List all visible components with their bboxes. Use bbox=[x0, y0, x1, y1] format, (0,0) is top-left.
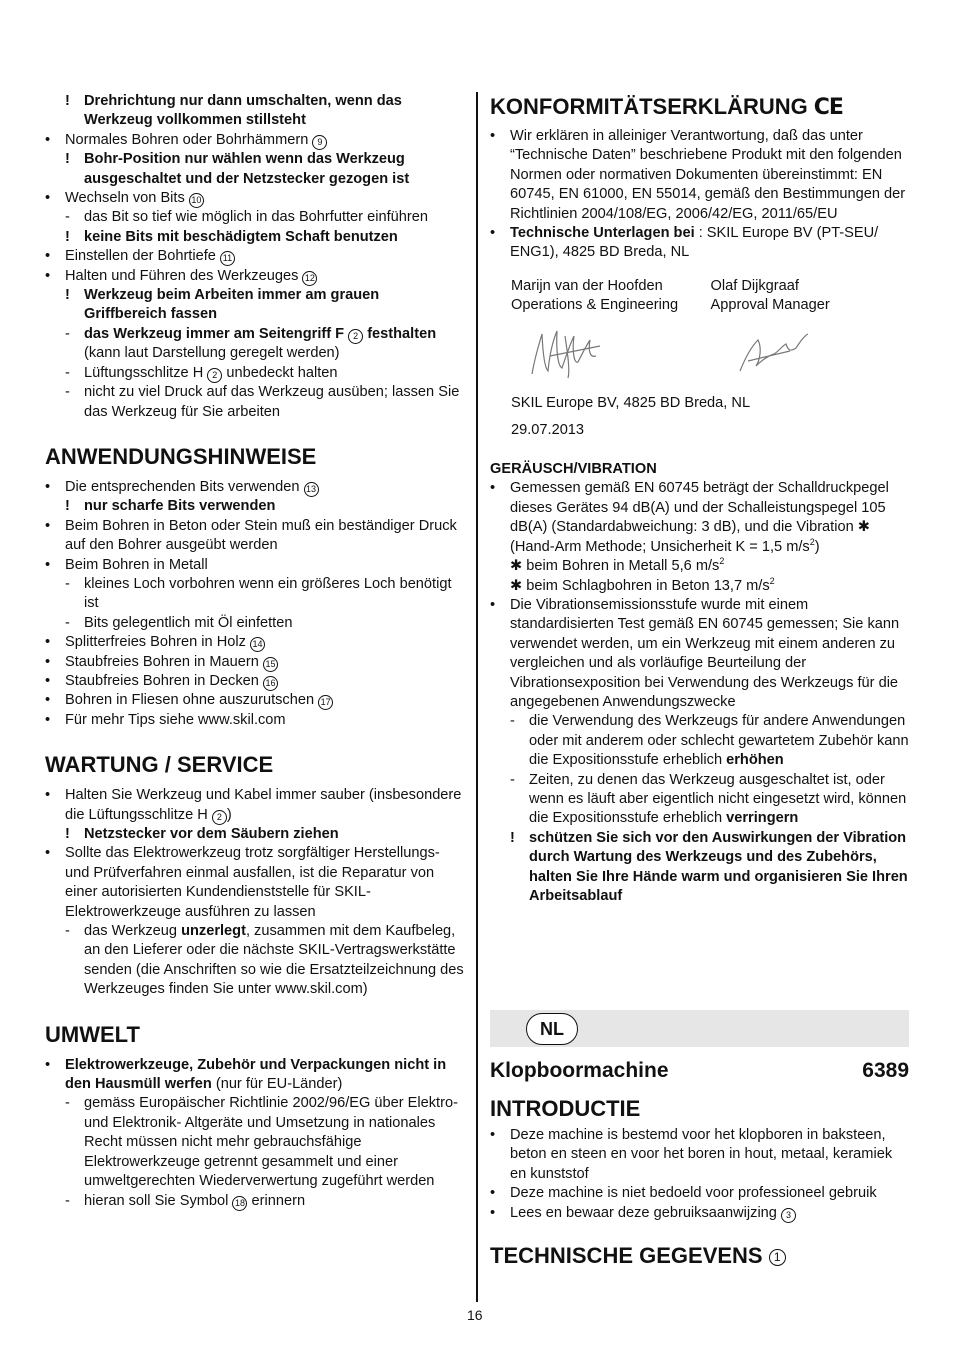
item-text: das Werkzeug bbox=[84, 923, 178, 940]
list-item bbox=[45, 131, 465, 150]
item-text: kleines Loch vorbohren wenn ein größeres Loch benötigt ist bbox=[84, 575, 452, 612]
warning-marker: ! bbox=[65, 151, 70, 168]
signature-date: 29.07.2013 bbox=[511, 422, 585, 439]
superscript: 2 bbox=[769, 575, 775, 586]
list-item bbox=[45, 92, 465, 131]
figure-ref-icon: 12 bbox=[302, 271, 317, 286]
figure-ref-icon: 2 bbox=[212, 810, 227, 825]
figure-ref-icon: 11 bbox=[220, 251, 235, 266]
tech-title-text: TECHNISCHE GEGEVENS bbox=[490, 1243, 763, 1269]
list-item bbox=[45, 556, 465, 575]
figure-ref-icon: 14 bbox=[250, 637, 265, 652]
column-divider bbox=[476, 92, 478, 1302]
figure-ref-icon: 15 bbox=[263, 657, 278, 672]
item-text: Normales Bohren oder Bohrhämmern bbox=[65, 131, 309, 148]
item-text: ) bbox=[226, 806, 232, 823]
noise-sub-1-text: die Verwendung des Werkzeugs für andere Anwendungen oder mit anderem oder schlecht gewartetem Zubehör kann die Expositionsstufe erheblich bbox=[529, 713, 909, 769]
list-item bbox=[45, 325, 465, 364]
noise-sub-1-bold: erhöhen bbox=[726, 752, 784, 769]
noise-item-1-end: ) bbox=[814, 538, 820, 555]
bullet-marker: • bbox=[45, 787, 51, 804]
item-text: erinnern bbox=[251, 1192, 306, 1209]
warning-marker: ! bbox=[510, 829, 515, 846]
noise-vib-beton: ✱ beim Schlagbohren in Beton 13,7 m/s bbox=[510, 577, 770, 594]
dash-marker: - bbox=[65, 1095, 70, 1112]
item-text: Deze machine is bestemd voor het klopboren in baksteen, beton en steen en voor het boren in hout, metaal, keramiek en kunststof bbox=[510, 1127, 893, 1182]
item-text: Bits gelegentlich mit Öl einfetten bbox=[84, 614, 293, 631]
intro-list bbox=[490, 1126, 909, 1223]
noise-sub-1 bbox=[490, 712, 910, 770]
dash-marker: - bbox=[65, 575, 70, 592]
noise-item-2-text: Die Vibrationsemissionsstufe wurde mit einem standardisierten Test gemäß EN 60745 gemessen; Sie kann verwendet werden, um ein Werkzeug mit einem anderen zu vergleichen und als vorläufige Beurteilung der Vibrationsexposition bei Verwendung des Werkzeugs für die angegebenen Anwendungszwecke bbox=[510, 596, 900, 710]
noise-item-1-text: Gemessen gemäß EN 60745 beträgt der Schalldruckpegel dieses Gerätes 94 dB(A) und der Schalleistungspegel 105 dB(A) (Standardabweichung: 3 dB), und die Vibration ✱ (Hand-Arm Methode; Unsicherheit K = 1,5 m/s bbox=[510, 480, 889, 555]
item-text: Splitterfreies Bohren in Holz bbox=[65, 634, 246, 651]
list-item bbox=[45, 825, 465, 844]
noise-item-1 bbox=[490, 479, 910, 595]
section-title-geraeusch: GERÄUSCH/VIBRATION bbox=[490, 461, 657, 478]
item-text: Netzstecker vor dem Säubern ziehen bbox=[84, 826, 339, 842]
dash-marker: - bbox=[65, 923, 70, 940]
warning-marker: ! bbox=[65, 287, 70, 304]
item-text: Staubfreies Bohren in Mauern bbox=[65, 653, 259, 670]
section-title-introductie: INTRODUCTIE bbox=[490, 1096, 641, 1121]
noise-item-2 bbox=[490, 596, 910, 712]
product-heading bbox=[490, 1058, 909, 1084]
warning-marker: ! bbox=[65, 93, 70, 109]
figure-ref-icon: 3 bbox=[781, 1208, 796, 1223]
list-item bbox=[490, 1126, 909, 1184]
figure-ref-icon: 17 bbox=[318, 695, 333, 710]
list-item bbox=[45, 286, 465, 325]
item-text: Halten und Führen des Werkzeuges bbox=[65, 267, 299, 284]
list-item bbox=[45, 364, 465, 383]
list-item bbox=[45, 228, 465, 247]
item-text: das Bit so tief wie möglich in das Bohrfutter einführen bbox=[84, 209, 428, 226]
bullet-marker: • bbox=[45, 1056, 51, 1073]
section-title-umwelt: UMWELT bbox=[45, 1021, 140, 1047]
nl-section bbox=[490, 1058, 909, 1269]
item-text: Einstellen der Bohrtiefe bbox=[65, 248, 216, 265]
item-text: Beim Bohren in Metall bbox=[65, 556, 208, 573]
list-item bbox=[45, 691, 465, 710]
list-item bbox=[490, 224, 910, 263]
language-bar bbox=[490, 1010, 909, 1047]
item-text: , zusammen mit dem Kaufbeleg, an den Lieferer oder die nächste SKIL-Vertragswerkstätte senden (die Anschriften so wie die Ersatzteilzeichnung des Werkzeuges finden Sie unter www.skil.com) bbox=[84, 923, 464, 998]
dash-marker: - bbox=[65, 614, 70, 631]
figure-ref-icon: 18 bbox=[232, 1196, 247, 1211]
bullet-marker: • bbox=[45, 672, 51, 689]
signatory-2-name: Olaf Dijkgraaf bbox=[710, 277, 799, 294]
warning-marker: ! bbox=[65, 228, 70, 245]
bullet-marker: • bbox=[45, 556, 51, 573]
list-item bbox=[45, 633, 465, 652]
item-text: Lüftungsschlitze H bbox=[84, 364, 204, 381]
signatory-2 bbox=[711, 277, 911, 316]
item-text: Sollte das Elektrowerkzeug trotz sorgfältiger Herstellungs- und Prüfverfahren einmal ausfallen, ist die Reparatur von einer autorisierten Kundendienststelle für SKIL-Elektrowerkzeuge ausführen zu lassen bbox=[65, 845, 440, 920]
item-text: nur scharfe Bits verwenden bbox=[84, 498, 276, 515]
noise-sub-2-bold: verringern bbox=[726, 810, 799, 827]
list-item bbox=[45, 1192, 465, 1211]
bullet-marker: • bbox=[45, 478, 51, 495]
signatory-1-name: Marijn van der Hoofden bbox=[511, 277, 663, 294]
signatory-2-title: Approval Manager bbox=[710, 297, 830, 314]
list-item bbox=[45, 383, 465, 422]
item-text: Bohren in Fliesen ohne auszurutschen bbox=[65, 692, 315, 709]
item-text: Lees en bewaar deze gebruiksaanwijzing bbox=[510, 1204, 777, 1221]
item-text: Wir erklären in alleiniger Verantwortung, daß das unter “Technische Daten” beschriebene Produkt mit den folgenden Normen oder normativen Dokumenten übereinstimmt: EN 60745, EN 61000, EN 55014, gemäß den Bestimmungen der Richtlinien 2004/108/EG, 2006/42/EG, 2011/65/EU bbox=[510, 128, 906, 222]
item-text: Halten Sie Werkzeug und Kabel immer sauber (insbesondere die Lüftungsschlitze H bbox=[65, 787, 462, 823]
list-item bbox=[45, 517, 465, 556]
section-title-wartung: WARTUNG / SERVICE bbox=[45, 752, 274, 778]
noise-sub-2-text: Zeiten, zu denen das Werkzeug ausgeschaltet ist, oder wenn es läuft aber eigentlich nicht eingesetzt wird, können die Expositionsstufe erheblich bbox=[529, 771, 907, 827]
signatory-1 bbox=[511, 277, 711, 316]
bullet-marker: • bbox=[490, 1204, 496, 1221]
bullet-marker: • bbox=[45, 267, 51, 284]
list-item bbox=[45, 267, 465, 286]
bullet-marker: • bbox=[45, 248, 51, 265]
list-item bbox=[45, 653, 465, 672]
wartung-list bbox=[45, 786, 465, 999]
list-item bbox=[45, 786, 465, 825]
anwendung-list bbox=[45, 478, 465, 730]
left-column bbox=[45, 92, 465, 1211]
superscript: 2 bbox=[719, 556, 725, 567]
top-list bbox=[45, 92, 465, 422]
list-item bbox=[45, 844, 465, 922]
section-title-konformitaet bbox=[490, 94, 910, 121]
dash-marker: - bbox=[510, 771, 515, 788]
list-item bbox=[490, 1184, 909, 1203]
dash-marker: - bbox=[65, 384, 70, 401]
bullet-marker: • bbox=[45, 190, 51, 207]
right-column bbox=[490, 92, 910, 906]
noise-vib-metal: ✱ beim Bohren in Metall 5,6 m/s bbox=[510, 558, 720, 575]
figure-ref-icon: 2 bbox=[348, 329, 363, 344]
list-item bbox=[45, 478, 465, 497]
bullet-marker: • bbox=[490, 596, 496, 613]
konform-title-text: KONFORMITÄTSERKLÄRUNG bbox=[490, 94, 808, 119]
list-item bbox=[490, 127, 910, 224]
item-bold-text: das Werkzeug immer am Seitengriff F bbox=[84, 325, 345, 342]
item-text: gemäss Europäischer Richtlinie 2002/96/EG über Elektro- und Elektronik- Altgeräte und Umsetzung in nationales Recht müssen nicht mehr gebrauchsfähige Elektrowerkzeuge getrennt gesammelt und einer umweltgerechten Wiederverwertung zugeführt werden bbox=[84, 1095, 458, 1190]
warning-marker: ! bbox=[65, 826, 70, 842]
item-text: (kann laut Darstellung geregelt werden) bbox=[84, 345, 340, 362]
list-item bbox=[45, 497, 465, 516]
item-text: Werkzeug beim Arbeiten immer am grauen Griffbereich fassen bbox=[84, 287, 380, 323]
superscript: 2 bbox=[809, 536, 815, 547]
item-text: Beim Bohren in Beton oder Stein muß ein beständiger Druck auf den Bohrer ausgeübt werden bbox=[65, 517, 457, 554]
item-bold-text: festhalten bbox=[367, 325, 437, 342]
bullet-marker: • bbox=[490, 1127, 496, 1143]
noise-warning bbox=[490, 829, 910, 907]
list-item bbox=[45, 189, 465, 208]
dash-marker: - bbox=[65, 325, 70, 342]
figure-ref-icon: 9 bbox=[312, 135, 327, 150]
konform-list bbox=[490, 127, 910, 263]
product-number: 6389 bbox=[862, 1059, 909, 1082]
item-text: unbedeckt halten bbox=[226, 364, 338, 381]
figure-ref-icon: 16 bbox=[263, 676, 278, 691]
item-text: Staubfreies Bohren in Decken bbox=[65, 672, 259, 689]
item-text: Für mehr Tips siehe www.skil.com bbox=[65, 711, 286, 728]
item-bold-text: Technische Unterlagen bei bbox=[510, 225, 695, 242]
bullet-marker: • bbox=[45, 692, 51, 709]
noise-sub-2 bbox=[490, 771, 910, 829]
figure-ref-icon: 10 bbox=[189, 193, 204, 208]
bullet-marker: • bbox=[490, 128, 496, 144]
list-item bbox=[45, 247, 465, 266]
dash-marker: - bbox=[65, 364, 70, 381]
item-text: nicht zu viel Druck auf das Werkzeug ausüben; lassen Sie das Werkzeug für Sie arbeiten bbox=[84, 384, 460, 420]
figure-ref-icon: 13 bbox=[304, 482, 319, 497]
bullet-marker: • bbox=[45, 634, 51, 651]
company-line: SKIL Europe BV, 4825 BD Breda, NL bbox=[511, 394, 751, 411]
list-item bbox=[45, 575, 465, 614]
language-badge: NL bbox=[526, 1013, 578, 1045]
warning-marker: ! bbox=[65, 498, 70, 515]
section-title-technische-gegevens bbox=[490, 1243, 909, 1269]
list-item bbox=[45, 1056, 465, 1095]
bullet-marker: • bbox=[490, 480, 496, 497]
item-text: (nur für EU-Länder) bbox=[215, 1076, 343, 1093]
signatories bbox=[511, 277, 910, 316]
item-text: keine Bits mit beschädigtem Schaft benutzen bbox=[84, 228, 398, 245]
list-item bbox=[45, 150, 465, 189]
list-item bbox=[45, 922, 465, 1000]
ce-mark-icon: CE bbox=[813, 95, 843, 120]
item-bold-text: unzerlegt bbox=[181, 923, 246, 940]
figure-ref-icon: 2 bbox=[207, 368, 222, 383]
list-item bbox=[45, 711, 465, 730]
section-title-anwendungshinweise: ANWENDUNGSHINWEISE bbox=[45, 443, 317, 469]
bullet-marker: • bbox=[45, 711, 51, 728]
signatory-1-title: Operations & Engineering bbox=[511, 297, 679, 314]
list-item bbox=[45, 614, 465, 633]
list-item bbox=[490, 1204, 909, 1223]
item-text: Bohr-Position nur wählen wenn das Werkzeug ausgeschaltet und der Netzstecker gezogen ist bbox=[84, 151, 410, 187]
list-item bbox=[45, 1094, 465, 1191]
figure-ref-icon: 1 bbox=[769, 1249, 786, 1266]
dash-marker: - bbox=[65, 209, 70, 226]
handwritten-signatures bbox=[490, 316, 910, 394]
list-item bbox=[45, 672, 465, 691]
page-number: 16 bbox=[467, 1307, 483, 1323]
item-text: hieran soll Sie Symbol bbox=[84, 1192, 229, 1209]
bullet-marker: • bbox=[45, 517, 51, 534]
bullet-marker: • bbox=[45, 653, 51, 670]
umwelt-list bbox=[45, 1056, 465, 1211]
bullet-marker: • bbox=[45, 845, 51, 862]
item-bold-text: Elektrowerkzeuge, Zubehör und Verpackungen nicht in den Hausmüll werfen bbox=[65, 1056, 447, 1093]
item-text: Die entsprechenden Bits verwenden bbox=[65, 478, 300, 495]
item-text: : SKIL Europe BV (PT-SEU/ ENG1), 4825 BD Breda, NL bbox=[510, 225, 879, 261]
product-name: Klopboormachine bbox=[490, 1059, 669, 1082]
list-item bbox=[45, 208, 465, 227]
item-text: Deze machine is niet bedoeld voor professioneel gebruik bbox=[510, 1185, 877, 1202]
signatures bbox=[490, 316, 910, 394]
item-text: Wechseln von Bits bbox=[65, 190, 185, 207]
bullet-marker: • bbox=[490, 225, 496, 242]
item-text: Drehrichtung nur dann umschalten, wenn das Werkzeug vollkommen stillsteht bbox=[84, 93, 402, 129]
bullet-marker: • bbox=[490, 1185, 496, 1202]
bullet-marker: • bbox=[45, 131, 51, 148]
noise-warning-text: schützen Sie sich vor den Auswirkungen der Vibration durch Wartung des Werkzeugs und des Zubehörs, halten Sie Ihre Hände warm und organisieren Sie Ihren Arbeitsablauf bbox=[529, 829, 908, 904]
dash-marker: - bbox=[65, 1192, 70, 1209]
dash-marker: - bbox=[510, 713, 515, 730]
